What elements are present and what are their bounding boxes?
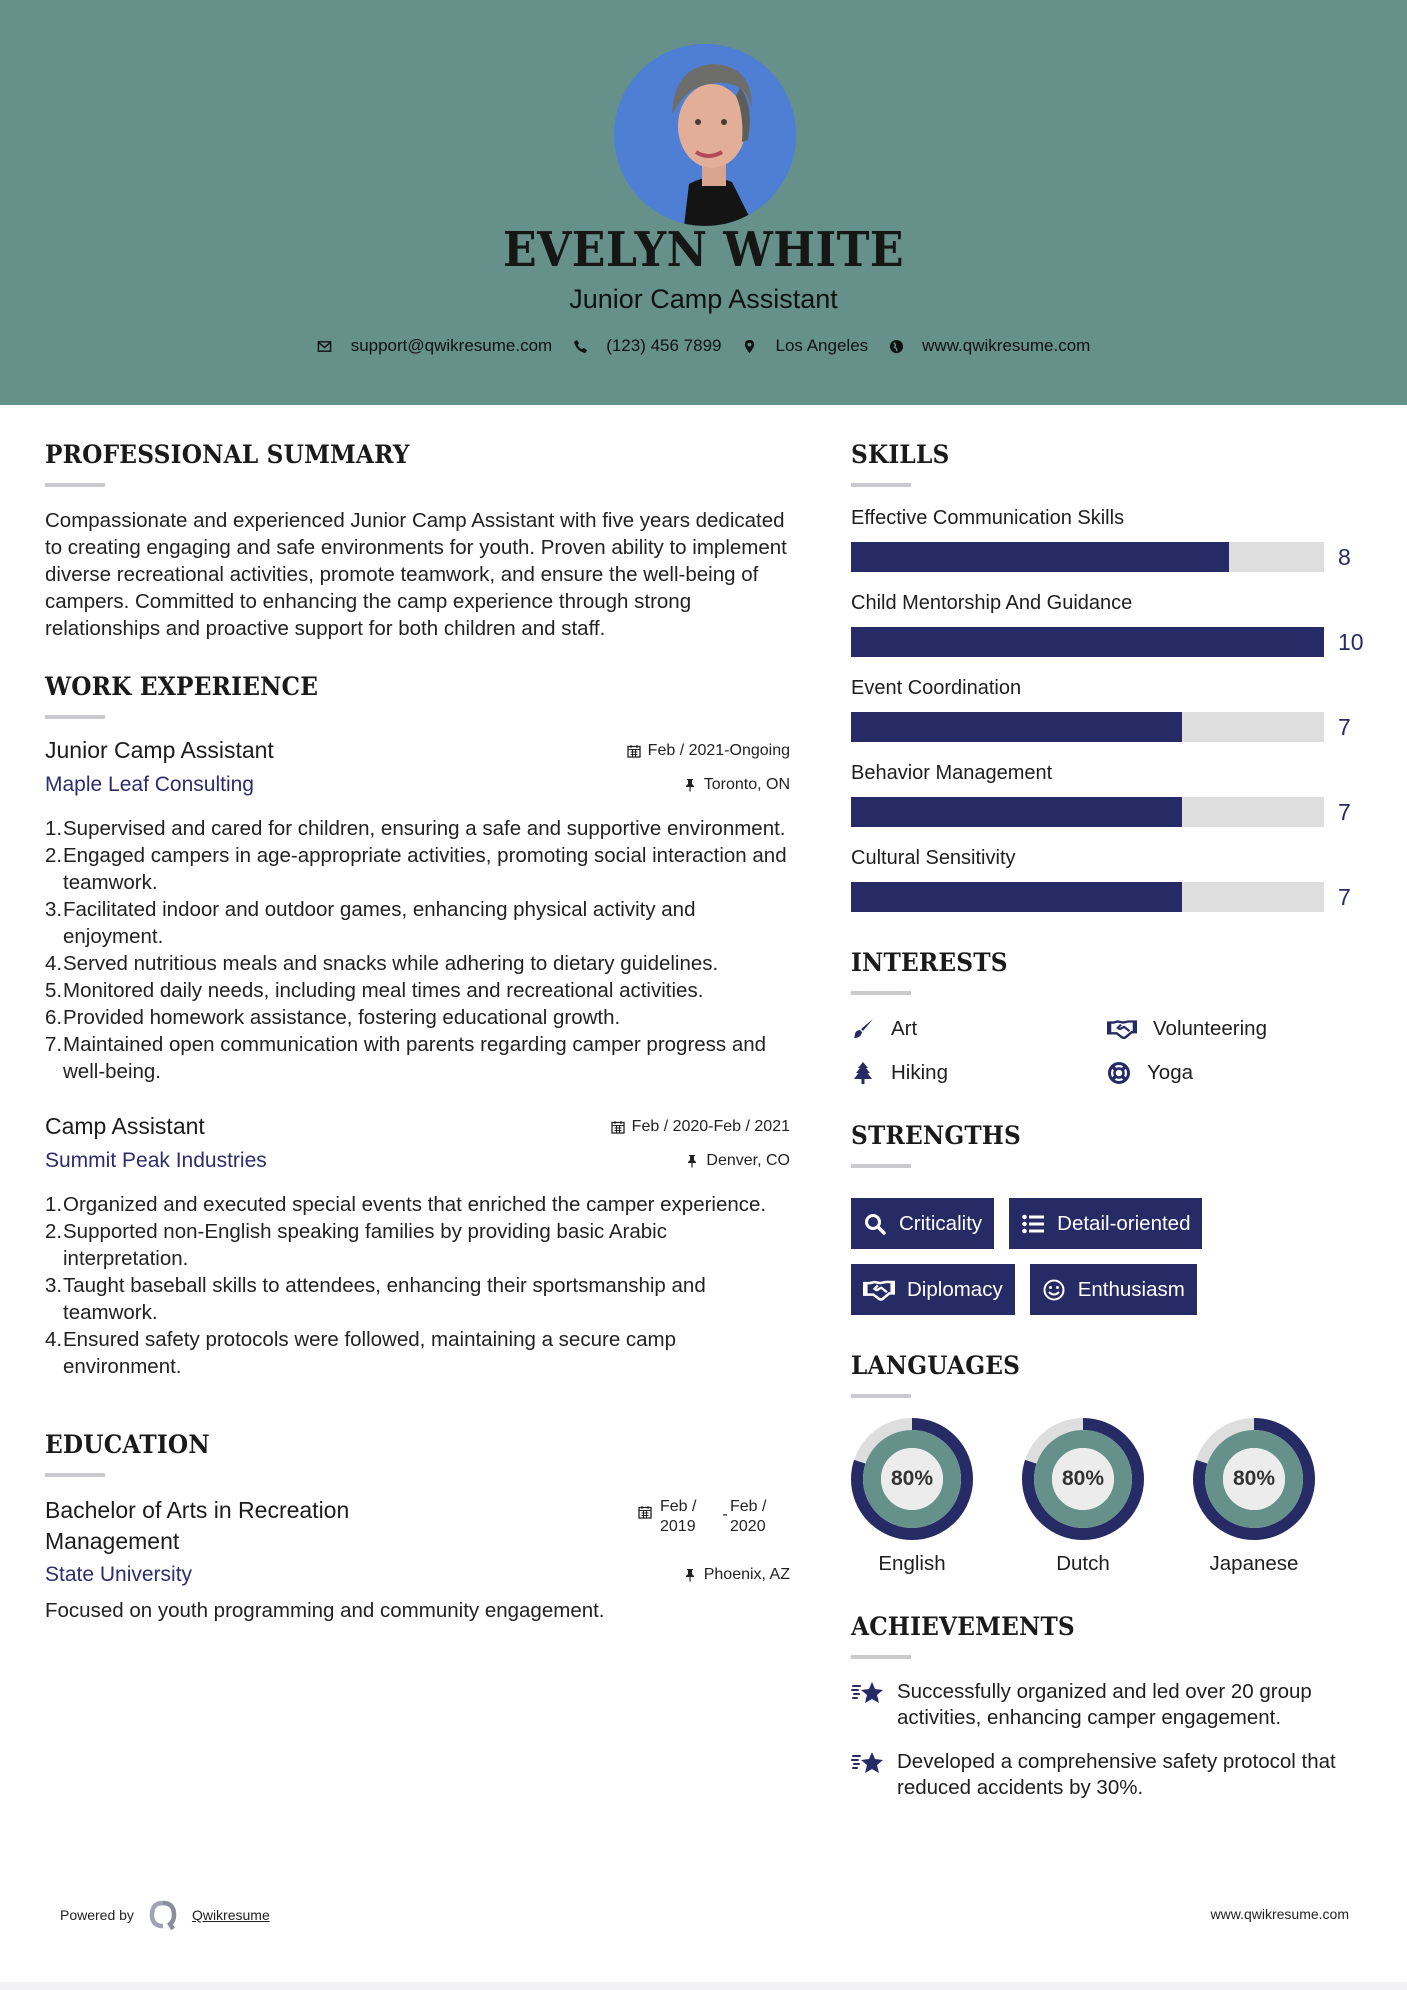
interest-yoga: Yoga <box>1107 1061 1357 1085</box>
smile-icon <box>1042 1278 1066 1302</box>
skill-bar <box>851 712 1324 742</box>
skill-value: 8 <box>1338 543 1351 570</box>
summary-text: Compassionate and experienced Junior Camp Assistant with five years dedicated to creating engaging and safe environments for youth. Proven ability to implement diverse recreational activities, promote teamwork, and ensure the well-being of campers. Committed to enhancing the camp experience through strong relationships and proactive support for both children and staff. <box>45 509 787 640</box>
company-name: Maple Leaf Consulting <box>45 773 254 796</box>
skill-label: Event Coordination <box>851 677 1022 699</box>
school-name: State University <box>45 1563 193 1586</box>
skill-item <box>851 847 1371 912</box>
footer-powered-by <box>60 1900 270 1930</box>
skill-bar-fill <box>851 542 1229 572</box>
envelope-icon <box>317 338 333 354</box>
contact-location <box>742 336 869 356</box>
map-marker-icon <box>742 338 758 354</box>
pushpin-icon <box>683 778 697 792</box>
strength-chip-diplomacy: Diplomacy <box>851 1264 1015 1315</box>
job-dates: Feb / 2020-Feb / 2021 <box>611 1118 790 1136</box>
skill-label: Child Mentorship And Guidance <box>851 592 1133 614</box>
portrait-image <box>614 44 796 226</box>
bullet-item: 5. Monitored daily needs, including meal times and recreational activities. <box>45 979 704 1002</box>
powered-by-label: Powered by <box>60 1907 134 1923</box>
qwikresume-link[interactable]: Qwikresume <box>191 1907 270 1923</box>
pushpin-icon <box>683 1568 697 1582</box>
skill-label: Effective Communication Skills <box>851 507 1125 529</box>
job-title: Camp Assistant <box>45 1113 205 1139</box>
section-title: PROFESSIONAL SUMMARY <box>45 440 410 469</box>
skill-bar-fill <box>851 882 1182 912</box>
section-divider <box>45 483 105 487</box>
candidate-title: Junior Camp Assistant <box>569 284 838 314</box>
phone-text: (123) 456 7899 <box>606 336 722 355</box>
language-progress-ring <box>1022 1418 1144 1540</box>
skill-bar-fill <box>851 797 1182 827</box>
skill-value: 7 <box>1338 883 1351 910</box>
language-percent: 80% <box>1232 1467 1276 1490</box>
skill-bar <box>851 882 1324 912</box>
job-location: Denver, CO <box>685 1152 790 1170</box>
language-name: English <box>878 1552 946 1575</box>
language-progress-ring <box>1193 1418 1315 1540</box>
calendar-icon <box>611 1120 625 1134</box>
section-title: ACHIEVEMENTS <box>851 1612 1075 1641</box>
candidate-name: EVELYN WHITE <box>502 222 905 278</box>
interest-volunteering: Volunteering <box>1107 1017 1357 1041</box>
section-title: LANGUAGES <box>851 1351 1021 1380</box>
skill-value: 7 <box>1338 798 1351 825</box>
language-dutch <box>1022 1418 1193 1576</box>
interest-hiking: Hiking <box>851 1061 1107 1085</box>
globe-icon <box>888 338 904 354</box>
search-icon <box>863 1212 887 1236</box>
summary-section <box>45 440 790 642</box>
language-percent: 80% <box>1061 1467 1105 1490</box>
bullet-item: 4. Served nutritious meals and snacks while adhering to dietary guidelines. <box>45 952 719 975</box>
bullet-item: 7. Maintained open communication with parents regarding camper progress and well-being. <box>45 1033 767 1083</box>
languages-section <box>851 1351 1371 1576</box>
education-location: Phoenix, AZ <box>683 1566 790 1584</box>
achievement-item: Successfully organized and led over 20 group activities, enhancing camper engagement. <box>851 1679 1371 1731</box>
tree-icon <box>851 1061 875 1085</box>
education-end: Feb / 2020 <box>730 1498 767 1535</box>
bullet-item: 4. Ensured safety protocols were followed, maintaining a secure camp environment. <box>45 1328 677 1378</box>
skill-bar-fill <box>851 712 1182 742</box>
language-name: Dutch <box>1056 1552 1110 1575</box>
section-divider <box>851 1394 911 1398</box>
section-title: INTERESTS <box>851 948 1008 977</box>
calendar-icon <box>638 1505 652 1519</box>
skills-section <box>851 440 1371 912</box>
section-title: EDUCATION <box>45 1430 210 1459</box>
contact-phone[interactable] <box>572 336 721 356</box>
handshake-icon <box>1107 1017 1137 1041</box>
language-percent: 80% <box>890 1467 934 1490</box>
shooting-star-icon <box>851 1679 885 1707</box>
job-entry <box>45 1113 790 1380</box>
right-column <box>851 440 1371 1801</box>
bullet-item: 1. Organized and executed special events that enriched the camper experience. <box>45 1193 767 1216</box>
degree-title: Bachelor of Arts in Recreation Management <box>45 1497 350 1554</box>
language-name: Japanese <box>1209 1552 1299 1575</box>
skill-item <box>851 507 1371 572</box>
interests-section <box>851 948 1371 1085</box>
contact-website[interactable] <box>888 336 1090 356</box>
bullet-item: 2. Supported non-English speaking families by providing basic Arabic interpretation. <box>45 1220 667 1270</box>
section-divider <box>45 715 105 719</box>
job-bullets <box>45 815 790 1085</box>
section-divider <box>851 1164 911 1168</box>
strengths-section <box>851 1121 1371 1315</box>
location-text: Los Angeles <box>775 336 869 355</box>
bullet-item: 3. Facilitated indoor and outdoor games, enhancing physical activity and enjoyment. <box>45 898 696 948</box>
language-english <box>851 1418 1022 1576</box>
language-japanese <box>1193 1418 1364 1576</box>
bullet-item: 1. Supervised and cared for children, ensuring a safe and supportive environment. <box>45 817 786 840</box>
interest-art: Art <box>851 1017 1107 1041</box>
section-divider <box>851 1655 911 1659</box>
education-description: Focused on youth programming and community engagement. <box>45 1599 605 1622</box>
strength-chip-enthusiasm: Enthusiasm <box>1030 1264 1197 1315</box>
email-text: support@qwikresume.com <box>350 336 553 355</box>
section-divider <box>851 991 911 995</box>
skill-bar <box>851 542 1324 572</box>
page-bottom-edge <box>0 1982 1407 1990</box>
skill-item <box>851 762 1371 827</box>
education-dates <box>638 1497 790 1557</box>
date-separator: - <box>722 1506 728 1523</box>
job-dates: Feb / 2021-Ongoing <box>627 742 790 760</box>
life-ring-icon <box>1107 1061 1131 1085</box>
handshake-icon <box>863 1278 895 1302</box>
section-divider <box>45 1473 105 1477</box>
shooting-star-icon <box>851 1749 885 1777</box>
skill-value: 10 <box>1338 628 1364 655</box>
skill-label: Cultural Sensitivity <box>851 847 1016 869</box>
section-divider <box>851 483 911 487</box>
education-start: Feb / 2019 <box>660 1498 697 1535</box>
company-name: Summit Peak Industries <box>45 1149 267 1172</box>
section-title: STRENGTHS <box>851 1121 1021 1150</box>
achievements-section <box>851 1612 1371 1801</box>
education-section <box>45 1430 790 1624</box>
skill-bar <box>851 797 1324 827</box>
job-entry <box>45 737 790 1085</box>
skill-item <box>851 677 1371 742</box>
skill-bar <box>851 627 1324 657</box>
resume-header <box>0 0 1407 405</box>
strength-chip-criticality: Criticality <box>851 1198 994 1249</box>
calendar-icon <box>627 744 641 758</box>
job-location: Toronto, ON <box>683 776 790 794</box>
phone-icon <box>572 338 588 354</box>
language-progress-ring <box>851 1418 973 1540</box>
contact-email[interactable] <box>317 336 553 356</box>
skill-value: 7 <box>1338 713 1351 740</box>
contact-bar <box>0 336 1407 356</box>
experience-section <box>45 672 790 1380</box>
left-column <box>45 440 790 1624</box>
profile-photo <box>614 44 796 226</box>
footer-website[interactable]: www.qwikresume.com <box>1210 1906 1349 1922</box>
list-icon <box>1021 1212 1045 1236</box>
section-title: WORK EXPERIENCE <box>45 672 319 701</box>
skill-bar-fill <box>851 627 1324 657</box>
achievement-item: Developed a comprehensive safety protocol that reduced accidents by 30%. <box>851 1749 1371 1801</box>
section-title: SKILLS <box>851 440 950 469</box>
strength-chip-detail-oriented: Detail-oriented <box>1009 1198 1202 1249</box>
bullet-item: 6. Provided homework assistance, fostering educational growth. <box>45 1006 621 1029</box>
skill-label: Behavior Management <box>851 762 1053 784</box>
bullet-item: 3. Taught baseball skills to attendees, enhancing their sportsmanship and teamwork. <box>45 1274 706 1324</box>
paint-brush-icon <box>851 1017 875 1041</box>
qwikresume-logo-icon <box>148 1900 178 1930</box>
pushpin-icon <box>685 1154 699 1168</box>
website-text: www.qwikresume.com <box>922 336 1091 355</box>
job-title: Junior Camp Assistant <box>45 737 274 763</box>
skill-item <box>851 592 1371 657</box>
job-bullets <box>45 1191 790 1380</box>
bullet-item: 2. Engaged campers in age-appropriate activities, promoting social interaction and teamwork. <box>45 844 787 894</box>
